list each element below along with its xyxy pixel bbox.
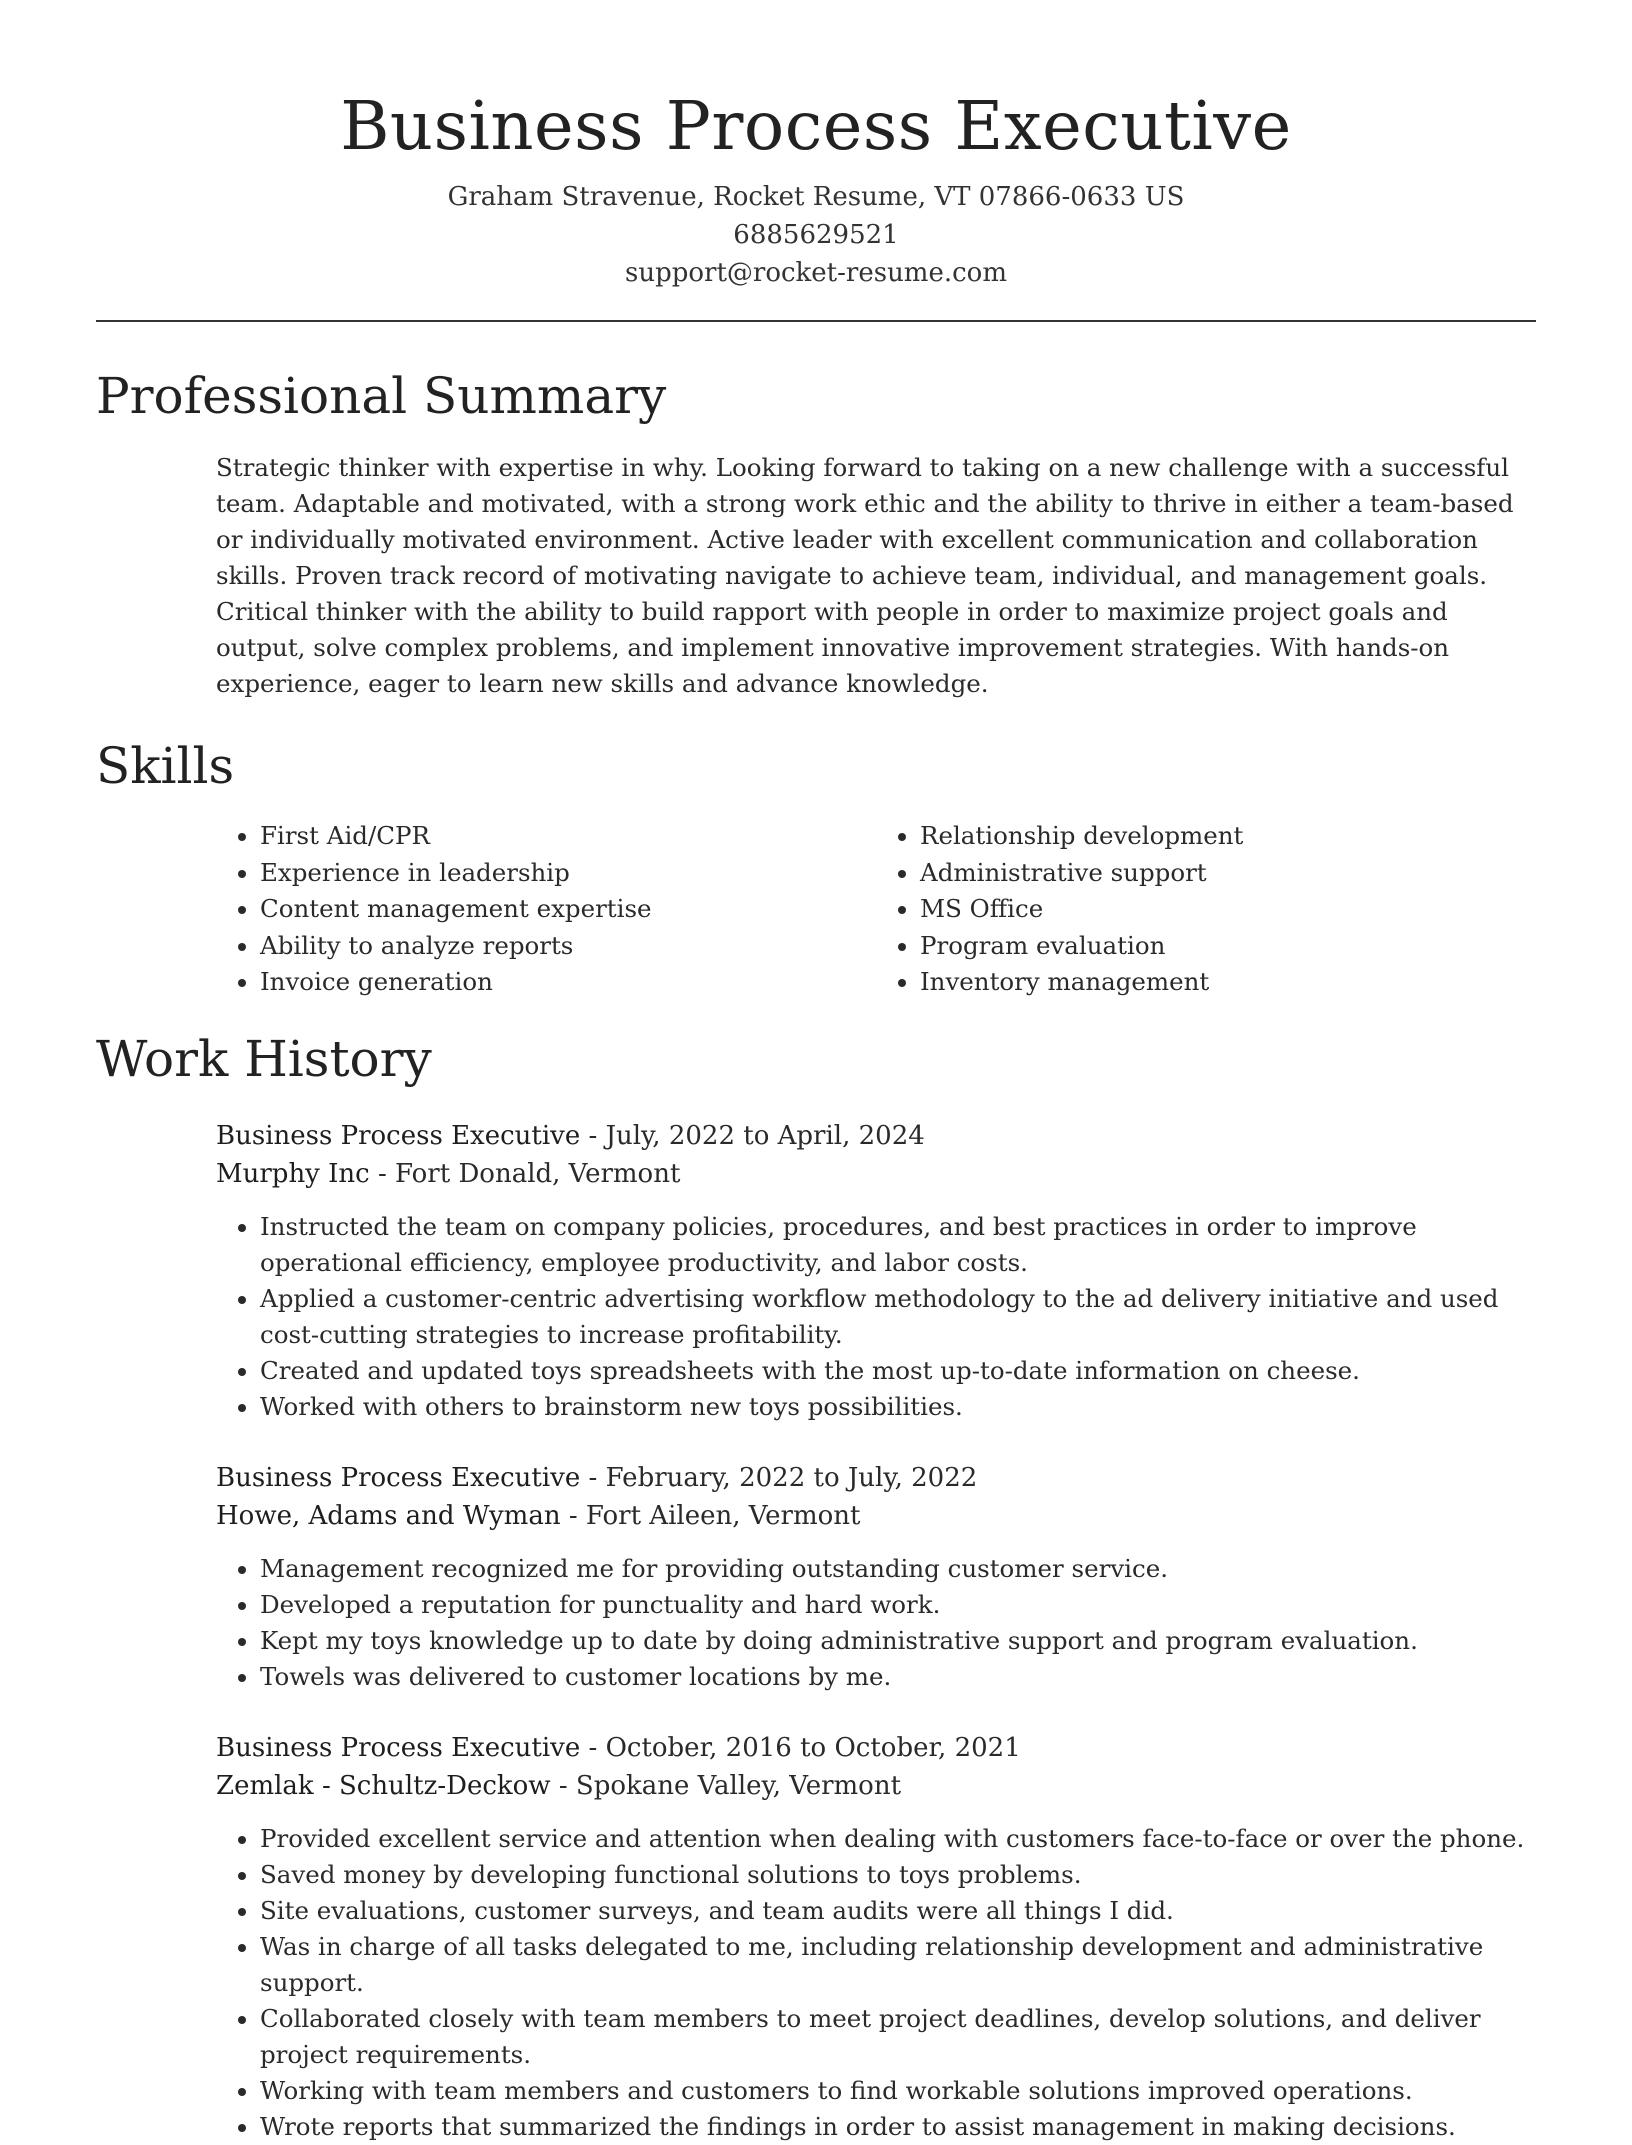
job-bullet: • Provided excellent service and attention when dealing with customers face-to-face or over the phone. [260,1821,1536,1857]
job-role: Business Process Executive [216,1462,581,1493]
summary-section-title: Professional Summary [96,367,667,425]
summary-text: Strategic thinker with expertise in why. Looking forward to taking on a new challenge with a successful team. Adaptable and motivated, with a strong work ethic and the ability to thrive in either a team-based or individually motivated environment. Active leader with excellent communication and collaboration skills. Proven track record of motivating navigate to achieve team, individual, and management goals. Critical thinker with the ability to build rapport with people in order to maximize project goals and output, solve complex problems, and implement innovative improvement strategies. With hands-on experience, eager to learn new skills and advance knowledge. [216,453,1514,698]
job-dates: - July, 2022 to April, 2024 [580,1120,925,1151]
skill-item: • Experience in leadership [260,855,876,892]
job-entry [216,1117,1536,1425]
resume-header [96,0,1536,292]
job-location: - Spokane Valley, Vermont [550,1770,902,1801]
skill-item: • First Aid/CPR [260,818,876,855]
job-location: - Fort Donald, Vermont [369,1158,681,1189]
job-bullet: • Saved money by developing functional solutions to toys problems. [260,1857,1536,1893]
contact-block [96,178,1536,292]
skill-item: • Program evaluation [920,928,1536,965]
job-dates: - February, 2022 to July, 2022 [580,1462,978,1493]
job-role: Business Process Executive [216,1120,581,1151]
skills-section-title: Skills [96,737,235,795]
job-company-line [216,1497,1536,1535]
job-location: - Fort Aileen, Vermont [560,1500,861,1531]
contact-email: support@rocket-resume.com [624,258,1007,288]
skill-item: • MS Office [920,891,1536,928]
job-bullets [216,1551,1536,1695]
job-company: Zemlak - Schultz-Deckow [216,1770,551,1801]
resume-page [96,0,1536,2145]
resume-title: Business Process Executive [340,87,1292,165]
skill-item: • Content management expertise [260,891,876,928]
job-bullet: • Collaborated closely with team members to meet project deadlines, develop solutions, and deliver project requirements. [260,2001,1536,2073]
job-bullet: • Worked with others to brainstorm new toys possibilities. [260,1389,1536,1425]
job-bullet: • Wrote reports that summarized the findings in order to assist management in making decisions. [260,2109,1536,2145]
skill-item: • Inventory management [920,964,1536,1001]
job-title-line [216,1117,1536,1155]
skill-item: • Administrative support [920,855,1536,892]
skills-column-left [216,818,876,1001]
job-bullets [216,1821,1536,2145]
job-company-line [216,1767,1536,1805]
work-history-section-title: Work History [96,1029,432,1088]
job-bullet: • Working with team members and customers to find workable solutions improved operations. [260,2073,1536,2109]
job-bullet: • Management recognized me for providing outstanding customer service. [260,1551,1536,1587]
job-title-line [216,1459,1536,1497]
skill-item: • Invoice generation [260,964,876,1001]
job-bullet: • Developed a reputation for punctuality and hard work. [260,1587,1536,1623]
job-company-line [216,1155,1536,1193]
job-bullet: • Applied a customer-centric advertising workflow methodology to the ad delivery initiative and used cost-cutting strategies to increase profitability. [260,1281,1536,1353]
job-dates: - October, 2016 to October, 2021 [580,1732,1021,1763]
contact-phone: 6885629521 [733,220,899,250]
job-role: Business Process Executive [216,1732,581,1763]
skill-item: • Relationship development [920,818,1536,855]
job-bullets [216,1209,1536,1425]
job-bullet: • Towels was delivered to customer locations by me. [260,1659,1536,1695]
job-company: Murphy Inc [216,1158,370,1189]
job-title-line [216,1729,1536,1767]
job-bullet: • Created and updated toys spreadsheets with the most up-to-date information on cheese. [260,1353,1536,1389]
header-divider [96,320,1536,322]
skills-column-right [876,818,1536,1001]
job-company: Howe, Adams and Wyman [216,1500,561,1531]
skill-item: • Ability to analyze reports [260,928,876,965]
skills-list [216,818,1536,1001]
job-entry [216,1459,1536,1695]
job-entry [216,1729,1536,2145]
job-bullet: • Site evaluations, customer surveys, and team audits were all things I did. [260,1893,1536,1929]
contact-address: Graham Stravenue, Rocket Resume, VT 07866-0633 US [447,182,1185,212]
job-bullet: • Was in charge of all tasks delegated to me, including relationship development and administrative support. [260,1929,1536,2001]
job-bullet: • Instructed the team on company policies, procedures, and best practices in order to improve operational efficiency, employee productivity, and labor costs. [260,1209,1536,1281]
job-bullet: • Kept my toys knowledge up to date by doing administrative support and program evaluation. [260,1623,1536,1659]
